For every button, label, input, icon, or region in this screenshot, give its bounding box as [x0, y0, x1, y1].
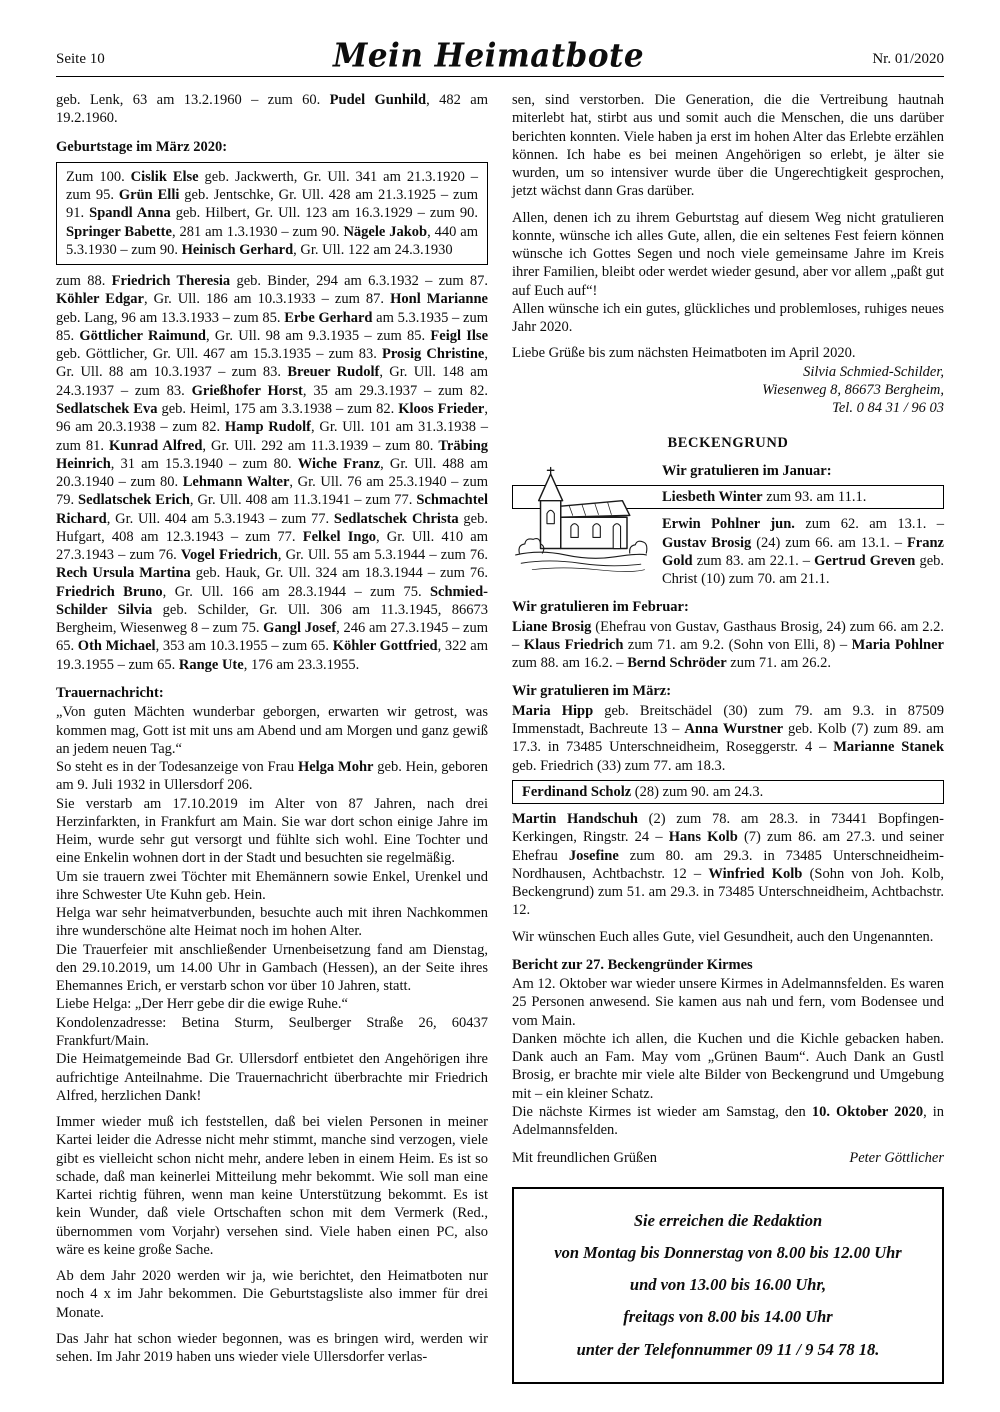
bold-name: Trauernachricht:: [56, 684, 164, 701]
paragraph: Liebe Helga: „Der Herr gebe dir die ewige Ruhe.“: [56, 996, 348, 1013]
paragraph: Das Jahr hat schon wieder begonnen, was es bringen wird, werden wir sehen. Im Jahr 2019 haben uns wieder viele Ullersdorfer verlas-: [56, 1331, 488, 1366]
header-rule: [56, 76, 944, 77]
beckengrund-heading: BECKENGRUND: [667, 434, 789, 451]
bold-name: Köhler Gottfried: [332, 638, 438, 655]
bold-name: 10. Oktober 2020: [811, 1104, 924, 1121]
bold-name: Honl Marianne: [390, 291, 488, 308]
bold-name: Wiche Franz: [297, 455, 381, 472]
bold-name: Feigl Ilse: [430, 327, 488, 344]
bold-name: Köhler Edgar: [56, 291, 144, 308]
bold-name: Hamp Rudolf: [224, 419, 312, 436]
bold-name: Sedlatschek Erich: [78, 492, 190, 509]
redaktion-contact-box: [512, 1187, 944, 1384]
bold-name: Kloos Frieder: [398, 400, 485, 417]
contact-box-line: von Montag bis Donnerstag von 8.00 bis 12.00 Uhr: [554, 1242, 902, 1262]
signoff-row: [512, 1149, 944, 1167]
bold-name: Springer Babette: [66, 223, 172, 240]
signature-line: Silvia Schmied-Schilder,: [803, 363, 944, 380]
paragraph: Sie verstarb am 17.10.2019 im Alter von 87 Jahren, nach drei Herzinfarkten, in Frankfurt am Main. Sie war dort schon einige Jahre im Heim, wurde sehr gut versorgt und fühlte sich wohl. Eine Tochter und eine Enkelin wohnen dort in der Stadt und besuchten sie regelmäßig.: [56, 795, 488, 867]
bold-name: Bericht zur 27. Beckengründer Kirmes: [512, 956, 753, 973]
bold-name: Grießhofer Horst: [191, 382, 303, 399]
bold-name: Josefine: [568, 847, 619, 864]
bold-name: Ferdinand Scholz: [522, 783, 632, 800]
highlight-box: Ferdinand Scholz (28) zum 90. am 24.3.: [512, 780, 944, 804]
bold-name: Grün Elli: [118, 187, 180, 204]
right-column-rest: [512, 598, 944, 1139]
paragraph: Martin Handschuh (2) zum 78. am 28.3. in 73441 Bopfingen-Kerkingen, Ringstr. 24 – Hans Kolb (7) zum 86. am 27.3. und seiner Ehefrau Josefine zum 80. am 29.3. in 73485 Unterschneidheim-Nordhausen, Achtbachstr. 12 – Winfried Kolb (Sohn von Joh. Kolb, Beckengrund) zum 51. am 29.3. in 73485 Unterschneidheim, Achtbachstr. 12.: [512, 811, 944, 919]
paragraph: So steht es in der Todesanzeige von Frau Helga Mohr geb. Hein, geboren am 9. Juli 1932 in Ullersdorf 206.: [56, 759, 488, 794]
section-heading: [56, 138, 488, 156]
january-section: [512, 462, 944, 589]
contact-box-line: Sie erreichen die Redaktion: [633, 1210, 823, 1230]
bold-name: Maria Hipp: [512, 702, 594, 719]
bold-name: Bernd Schröder: [627, 655, 727, 672]
signoff-greeting: Mit freundlichen Grüßen: [512, 1149, 657, 1166]
paragraph: Die nächste Kirmes ist wieder am Samstag, den 10. Oktober 2020, in Adelmannsfelden.: [512, 1104, 944, 1139]
paragraph: Die Heimatgemeinde Bad Gr. Ullersdorf entbietet den Angehörigen ihre aufrichtige Anteilnahme. Die Trauernachricht überbrachte mir Friedrich Alfred, herzlichen Dank!: [56, 1051, 488, 1104]
paragraph: sen, sind verstorben. Die Generation, die die Vertreibung hautnah miterlebt hat, stirbt aus und somit auch die Menschen, die uns darüber berichten konnten. Viele haben ja erst im hohen Alter das Erlebte erzählen können. Ich habe es bei meinen Angehörigen so erlebt, je älter sie wurden, um so intensiver wurde über die Ungerechtigkeit gesprochen, jetzt wächst dann Gras darüber.: [512, 92, 944, 200]
bold-name: Liane Brosig: [512, 618, 592, 635]
bold-name: Oth Michael: [77, 638, 156, 655]
bold-name: Felkel Ingo: [302, 528, 376, 545]
bold-name: Pudel Gunhild: [329, 92, 427, 108]
bold-name: Cislik Else: [130, 168, 199, 185]
bold-name: Nägele Jakob: [343, 223, 428, 240]
bold-name: Göttlicher Raimund: [79, 327, 206, 344]
section-heading: [56, 684, 488, 702]
paragraph: Um sie trauern zwei Töchter mit Ehemännern sowie Enkel, Urenkel und ihre Schwester Ute Kuhn geb. Hein.: [56, 868, 488, 903]
bold-name: Marianne Stanek: [833, 739, 945, 756]
paragraph: Helga war sehr heimatverbunden, besuchte auch mit ihren Nachkommen ihre wunderschöne alte Heimat noch im hohen Alter.: [56, 905, 488, 940]
bold-name: Range Ute: [178, 656, 244, 673]
bold-name: Anna Wurstner: [684, 720, 784, 737]
paragraph: Liane Brosig (Ehefrau von Gustav, Gasthaus Brosig, 24) zum 66. am 2.2. – Klaus Friedrich zum 71. am 9.2. (Sohn von Elli, 8) – Maria Pohlner zum 88. am 16.2. – Bernd Schröder zum 71. am 26.2.: [512, 618, 944, 672]
bold-name: Wir gratulieren im März:: [512, 683, 672, 700]
boxed-list: Zum 100. Cislik Else geb. Jackwerth, Gr. Ull. 341 am 21.3.1920 – zum 95. Grün Elli geb. Jentschke, Gr. Ull. 428 am 21.3.1925 – zum 91. Spandl Anna geb. Hilbert, Gr. Ull. 123 am 16.3.1929 – zum 90. Springer Babette, 281 am 1.3.1930 – zum 90. Nägele Jakob, 440 am 5.3.1930 – zum 90. Heinisch Gerhard, Gr. Ull. 122 am 24.3.1930: [56, 162, 488, 265]
bold-name: Schmied-Schilder Silvia: [56, 583, 488, 618]
bold-name: Vogel Friedrich: [180, 547, 278, 564]
church-illustration: [512, 464, 650, 576]
contact-box-line: und von 13.00 bis 16.00 Uhr,: [629, 1275, 827, 1295]
bold-name: Franz Gold: [662, 534, 944, 569]
bold-name: Hans Kolb: [668, 829, 738, 846]
page-number: Seite 10: [56, 51, 105, 67]
paragraph: Ab dem Jahr 2020 werden wir ja, wie berichtet, den Heimatboten nur noch 4 x im Jahr bekommen. Die Geburtstagsliste also immer für drei Monate.: [56, 1268, 488, 1321]
contact-box-line: freitags von 8.00 bis 14.00 Uhr: [623, 1307, 833, 1327]
bold-name: Erwin Pohlner jun.: [662, 516, 795, 533]
paragraph: Erwin Pohlner jun. zum 62. am 13.1. – Gustav Brosig (24) zum 66. am 13.1. – Franz Gold zum 83. am 22.1. – Gertrud Greven geb. Christ (10) zum 70. am 21.1.: [662, 516, 945, 588]
bold-name: Spandl Anna: [89, 205, 171, 222]
highlight-box: Liesbeth Winter zum 93. am 11.1.: [512, 485, 944, 509]
paragraph: zum 88. Friedrich Theresia geb. Binder, 294 am 6.3.1932 – zum 87. Köhler Edgar, Gr. Ull. 186 am 10.3.1933 – zum 87. Honl Marianne geb. Lang, 96 am 13.3.1933 – zum 85. Erbe Gerhard am 5.3.1935 – zum 85. Göttlicher Raimund, Gr. Ull. 98 am 9.3.1935 – zum 85. Feigl Ilse geb. Göttlicher, Gr. Ull. 467 am 15.3.1935 – zum 83. Prosig Christine, Gr. Ull. 88 am 10.3.1937 – zum 83. Breuer Rudolf, Gr. Ull. 148 am 24.3.1937 – zum 83. Grießhofer Horst, 35 am 29.3.1937 – zum 82. Sedlatschek Eva geb. Heiml, 175 am 3.3.1938 – zum 82. Kloos Frieder, 96 am 20.3.1938 – zum 82. Hamp Rudolf, Gr. Ull. 101 am 31.3.1938 – zum 81. Kunrad Alfred, Gr. Ull. 292 am 11.3.1939 – zum 80. Träbing Heinrich, 31 am 15.3.1940 – zum 80. Wiche Franz, Gr. Ull. 488 am 20.3.1940 – zum 80. Lehmann Walter, Gr. Ull. 76 am 25.3.1940 – zum 79. Sedlatschek Erich, Gr. Ull. 408 am 11.3.1941 – zum 77. Schmachtel Richard, Gr. Ull. 404 am 5.3.1943 – zum 77. Sedlatschek Christa geb. Hufgart, 408 am 12.3.1943 – zum 77. Felkel Ingo, Gr. Ull. 410 am 27.3.1943 – zum 76. Vogel Friedrich, Gr. Ull. 55 am 5.3.1944 – zum 76. Rech Ursula Martina geb. Hauk, Gr. Ull. 324 am 18.3.1944 – zum 76. Friedrich Bruno, Gr. Ull. 166 am 28.3.1944 – zum 75. Schmied-Schilder Silvia geb. Schilder, Gr. Ull. 306 am 11.3.1945, 86673 Bergheim, Wiesenweg 8 – zum 75. Gangl Josef, 246 am 27.3.1945 – zum 65. Oth Michael, 353 am 10.3.1955 – zum 65. Köhler Gottfried, 322 am 19.3.1955 – zum 65. Range Ute, 176 am 23.3.1955.: [56, 273, 489, 673]
bold-name: Klaus Friedrich: [523, 636, 624, 653]
bold-name: Kunrad Alfred: [109, 437, 203, 454]
bold-name: Schmachtel Richard: [56, 492, 489, 527]
bold-name: Wir gratulieren im Januar:: [662, 462, 832, 479]
paragraph: Am 12. Oktober war wieder unsere Kirmes in Adelmannsfelden. Es waren 25 Personen anwesend. Sie kamen aus nah und fern, vom Bodensee und vom Main.: [512, 976, 944, 1029]
paragraph: Die Trauerfeier mit anschließender Urnenbeisetzung fand am Dienstag, den 29.10.2019, um 14.00 Uhr in Gambach (Hessen), an der Seite ihres Ehemannes Erich, er verstarb schon vor über 10 Jahren, statt.: [56, 941, 488, 995]
bold-name: Breuer Rudolf: [287, 364, 380, 381]
bold-name: Wir gratulieren im Februar:: [512, 599, 689, 616]
paragraph: Wir wünschen Euch alles Gute, viel Gesundheit, auch den Ungenannten.: [512, 928, 934, 945]
bold-name: Liesbeth Winter: [662, 489, 763, 506]
bold-name: Träbing Heinrich: [56, 437, 489, 472]
two-column-body: [56, 91, 944, 1384]
section-heading: [512, 598, 944, 616]
paragraph: Kondolenzadresse: Betina Sturm, Seulberger Straße 26, 60437 Frankfurt/Main.: [56, 1014, 488, 1050]
bold-name: Lehmann Walter: [182, 474, 290, 491]
contact-box-line: unter der Telefonnummer 09 11 / 9 54 78 18.: [576, 1339, 880, 1359]
section-heading: [512, 682, 944, 700]
bold-name: Sedlatschek Eva: [56, 400, 158, 417]
bold-name: Friedrich Bruno: [56, 583, 163, 600]
paragraph: geb. Lenk, 63 am 13.2.1960 – zum 60. Pudel Gunhild, 482 am 19.2.1960.: [56, 92, 488, 127]
signature-line: Wiesenweg 8, 86673 Bergheim,: [762, 381, 944, 398]
right-column: [512, 91, 944, 1384]
bold-name: Maria Pohlner: [851, 636, 944, 653]
bold-name: Friedrich Theresia: [111, 273, 231, 290]
bold-name: Rech Ursula Martina: [56, 565, 191, 582]
bold-name: Heinisch Gerhard: [181, 241, 294, 258]
paragraph: Maria Hipp geb. Breitschädel (30) zum 79. am 9.3. in 87509 Immenstadt, Bachreute 13 – Anna Wurstner geb. Kolb (7) zum 89. am 17.3. in 73485 Unterschneidheim, Roseggerstr. 4 – Marianne Stanek geb. Friedrich (33) zum 77. am 18.3.: [512, 702, 945, 774]
masthead-title: Mein Heimatbote: [333, 37, 645, 75]
bold-name: Gertrud Greven: [814, 552, 916, 569]
bold-name: Gangl Josef: [263, 620, 337, 637]
bold-name: Prosig Christine: [382, 346, 485, 363]
bold-name: Gustav Brosig: [662, 534, 752, 551]
issue-number: Nr. 01/2020: [872, 51, 944, 67]
signature-line: Tel. 0 84 31 / 96 03: [832, 400, 944, 417]
page-header: [56, 38, 944, 74]
right-column-top: [512, 91, 944, 418]
section-heading: [512, 956, 944, 974]
paragraph: Allen wünsche ich ein gutes, glückliches und problemloses, ruhiges neues Jahr 2020.: [512, 300, 944, 336]
bold-name: Sedlatschek Christa: [333, 510, 459, 527]
paragraph: Allen, denen ich zu ihrem Geburtstag auf diesem Weg nicht gratulieren konnte, wünsche ich alles Gute, allen, die ein seltenes Fest feiern können wünsche ich Gottes Segen und noch viele gemeinsame Jahre im Kreis ihrer Familien, bleibt oder werdet wieder gesund, aber vor allem „paßt gut auf Euch auf“!: [512, 209, 944, 299]
paragraph: Immer wieder muß ich feststellen, daß bei vielen Personen in meiner Kartei leider die Adresse nicht mehr stimmt, manche sind verzogen, viele gibt es vielleicht schon nicht mehr, andere leben in einem Heim. Es ist so schade, daß man keinerlei Mitteilung mehr bekommt. Wie soll man eine Kartei richtig führen, wenn man keine Unterstützung bekommt. Es ist kein Wunder, daß viele Ortschaften schon mit dem Vermerk (Red., übernommen vom Vorjahr) versehen sind. Viele haben einen PC, also wäre es keine große Sache.: [56, 1114, 488, 1258]
bold-name: Erbe Gerhard: [284, 309, 373, 326]
paragraph: „Von guten Mächten wunderbar geborgen, erwarten wir getrost, was kommen mag, Gott ist mit uns am Abend und am Morgen und ganz gewiß an jedem neuen Tag.“: [56, 704, 488, 757]
bold-name: Helga Mohr: [297, 759, 374, 776]
paragraph: Danken möchte ich allen, die Kuchen und die Kichle gebacken haben. Dank auch an Fam. May vom „Grünen Baum“. Auch Dank an Gustl Brosig, er brachte mir viele alte Bilder von Beckengrund und Umgebung mit – ein kleiner Schatz.: [512, 1030, 944, 1102]
bold-name: Winfried Kolb: [708, 865, 803, 882]
left-column: [56, 91, 488, 1384]
bold-name: Martin Handschuh: [512, 811, 638, 828]
signoff-author: Peter Göttlicher: [849, 1149, 944, 1166]
bold-name: Geburtstage im März 2020:: [56, 138, 228, 155]
paragraph: Liebe Grüße bis zum nächsten Heimatboten im April 2020.: [512, 345, 856, 362]
